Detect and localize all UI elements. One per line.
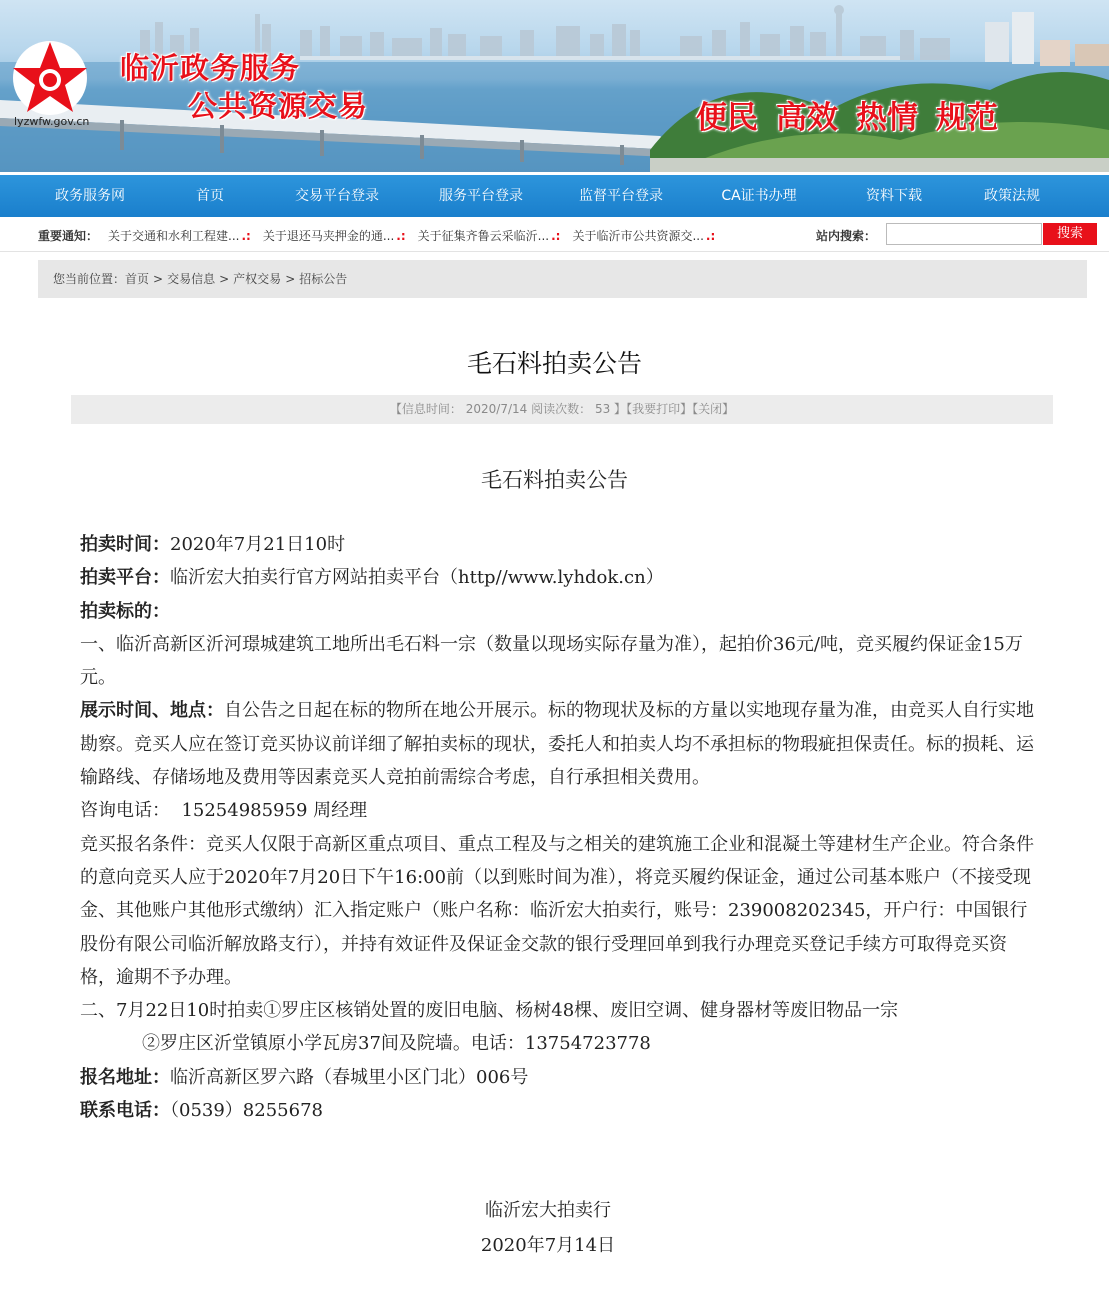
item2-line2: ②罗庄区沂堂镇原小学瓦房37间及院墙。电话：13754723778 [142,1033,651,1055]
page-title: 毛石料拍卖公告 [466,349,642,378]
notice-item[interactable]: 关于退还马夹押金的通... .: [262,229,406,243]
platform-line: 拍卖平台：临沂宏大拍卖行官方网站拍卖平台（http//www.lyhdok.cn） [80,567,664,589]
article-meta-bar: 【信息时间： 2020/7/14 阅读次数： 53 】【我要打印】【关闭】 [71,395,1053,424]
close-link[interactable]: 【关闭】 [692,402,735,416]
site-domain: lyzwfw.gov.cn [14,115,90,128]
nav-item-service-login[interactable]: 服务平台登录 [439,188,523,204]
nav-item-downloads[interactable]: 资料下载 [866,188,922,204]
print-link[interactable]: 【我要打印】 [626,402,693,416]
slogan-standard: 规范 [936,100,998,136]
slogan-group [696,92,998,137]
search-button[interactable]: 搜索 [1043,223,1097,245]
star-logo-icon [10,38,90,118]
notice-item[interactable]: 关于征集齐鲁云采临沂... .: [417,229,561,243]
breadcrumb-link-trade-info[interactable]: 交易信息 [167,272,216,286]
nav-item-home[interactable]: 首页 [196,188,224,204]
slogan-convenience: 便民 [696,100,758,136]
breadcrumb: 您当前位置： 首页 > 交易信息 > 产权交易 > 招标公告 [38,260,1087,298]
breadcrumb-prefix: 您当前位置： [53,272,126,286]
notice-bar [0,217,1109,252]
read-count: 53 [594,402,611,416]
site-title: 临沂政务服务 [120,51,301,85]
signature-org: 临沂宏大拍卖行 [485,1200,611,1221]
search-label: 站内搜索： [816,229,877,243]
breadcrumb-current[interactable]: 招标公告 [299,272,348,286]
notice-label: 重要通知： [38,229,99,243]
breadcrumb-link-property-trade[interactable]: 产权交易 [233,272,282,286]
conditions-paragraph: 竞买报名条件：竞买人仅限于高新区重点项目、重点工程及与之相关的建筑施工企业和混凝土等建材生产企业。符合条件的意向竞买人应于2020年7月20日下午16:00前（以到账时间为准），将竞买履约保证金，通过公司基本账户（不接受现金、其他账户其他形式缴纳）汇入指定账户（账户名称：临沂宏大拍卖行，账号：239008202345，开户行：中国银行股份有限公司临沂解放路支行），并持有效证件及保证金交款的银行受理回单到我行办理竞买登记手续方可取得竞买资格，逾期不予办理。 [80,833,1034,988]
notice-list [108,227,715,244]
article-body-heading: 毛石料拍卖公告 [481,468,628,492]
notice-item[interactable]: 关于临沂市公共资源交... .: [572,229,716,243]
site-subtitle: 公共资源交易 [188,89,369,123]
consult-line: 咨询电话： 15254985959 周经理 [80,800,368,822]
nav-item-gov-service[interactable]: 政务服务网 [55,188,125,204]
display-paragraph: 展示时间、地点：自公告之日起在标的物所在地公开展示。标的物现状及标的方量以实地现存量为准，由竞买人自行实地勘察。竞买人应在签订竞买协议前详细了解拍卖标的现状，委托人和拍卖人均不承担标的物瑕疵担保责任。标的损耗、运输路线、存储场地及费用等因素竞买人竞拍前需综合考虑，自行承担相关费用。 [80,700,1034,789]
nav-item-supervise-login[interactable]: 监督平台登录 [579,188,663,204]
phone-line: 联系电话：（0539）8255678 [80,1100,323,1122]
item2-line1: 二、7月22日10时拍卖①罗庄区核销处置的废旧电脑、杨树48棵、废旧空调、健身器材等废旧物品一宗 [80,1000,899,1022]
header-banner [0,0,1109,172]
nav-item-trade-login[interactable]: 交易平台登录 [295,188,379,204]
info-time: 2020/7/14 [465,402,528,416]
subject-label: 拍卖标的： [80,600,170,622]
nav-item-ca-cert[interactable]: CA证书办理 [721,188,797,204]
address-line: 报名地址：临沂高新区罗六路（春城里小区门北）006号 [80,1066,529,1088]
slogan-warmth: 热情 [856,100,918,136]
search-input[interactable] [886,223,1042,245]
signature-date: 2020年7月14日 [480,1235,616,1256]
item1-paragraph: 一、临沂高新区沂河璟城建筑工地所出毛石料一宗（数量以现场实际存量为准），起拍价36元/吨，竞买履约保证金15万元。 [80,633,1023,689]
breadcrumb-link-home[interactable]: 首页 [125,272,150,286]
auction-time-line: 拍卖时间：2020年7月21日10时 [80,534,346,555]
main-nav [0,175,1109,217]
nav-item-policy[interactable]: 政策法规 [984,188,1040,204]
slogan-efficiency: 高效 [776,100,838,136]
article-content [80,528,1040,1127]
notice-item[interactable]: 关于交通和水利工程建... .: [108,229,251,243]
